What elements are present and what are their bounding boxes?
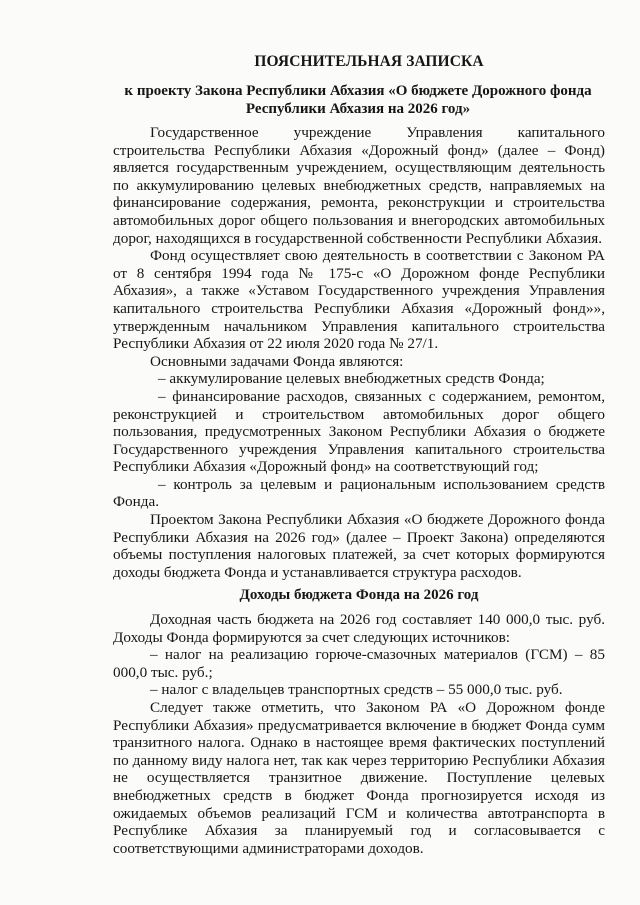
- subtitle-line-1: к проекту Закона Республики Абхазия «О бюджете Дорожного фонда: [124, 83, 592, 99]
- income-item-fuel-tax: – налог на реализацию горюче-смазочных материалов (ГСМ) – 85 000,0 тыс. руб.;: [113, 646, 605, 681]
- paragraph-tasks-heading: Основными задачами Фонда являются:: [150, 352, 404, 370]
- paragraph-legal-basis: Фонд осуществляет свою деятельность в соответствии с Законом РА от 8 сентября 1994 года № 175-с «О Дорожном фонде Республики Абхазия», а также «Уставом Государственного учреждения Управления капитального строительства Республики Абхазия «Дорожный фонд»», утвержденным начальником Управления капитального строительства Республики Абхазия от 22 июля 2020 года № 27/1.: [113, 247, 605, 353]
- document-subtitle: [108, 83, 608, 118]
- paragraph-income-total: Доходная часть бюджета на 2026 год составляет 140 000,0 тыс. руб. Доходы Фонда формируются за счет следующих источников:: [113, 611, 605, 646]
- income-item-vehicle-tax: – налог с владельцев транспортных средств – 55 000,0 тыс. руб.: [150, 681, 563, 699]
- document-title: ПОЯСНИТЕЛЬНАЯ ЗАПИСКА: [254, 53, 484, 70]
- task-item-2: – финансирование расходов, связанных с содержанием, ремонтом, реконструкцией и строительством автомобильных дорог общего пользования, предусмотренных Законом Республики Абхазия о бюджете Государственного учреждения Управления капитального строительства Республики Абхазия «Дорожный фонд» на соответствующий год;: [113, 387, 605, 476]
- document-body: [113, 124, 605, 857]
- paragraph-transit-tax: Следует также отметить, что Законом РА «О Дорожном фонде Республики Абхазия» предусматривается включение в бюджет Фонда сумм транзитного налога. Однако в настоящее время фактических поступлений по данному виду налога нет, так как через территорию Республики Абхазия не осуществляется транзитное движение. Поступление целевых внебюджетных средств в бюджет Фонда прогнозируется исходя из ожидаемых объемов реализаций ГСМ и количества автотранспорта в Республике Абхазия за планируемый год и согласовывается с соответствующими администраторами доходов.: [113, 699, 605, 857]
- task-item-1: – аккумулирование целевых внебюджетных средств Фонда;: [158, 370, 545, 388]
- section-heading-income: Доходы бюджета Фонда на 2026 год: [239, 587, 479, 604]
- paragraph-project-law: Проектом Закона Республики Абхазия «О бюджете Дорожного фонда Республики Абхазия на 2026 год» (далее – Проект Закона) определяются объемы поступления налоговых платежей, за счет которых формируются доходы бюджета Фонда и устанавливается структура расходов.: [113, 511, 605, 581]
- task-item-3: – контроль за целевым и рациональным использованием средств Фонда.: [113, 475, 605, 511]
- paragraph-intro: Государственное учреждение Управления капитального строительства Республики Абхазия «Дорожный фонд» (далее – Фонд) является государственным учреждением, осуществляющим деятельность по аккумулированию целевых внебюджетных средств, направляемых на финансирование содержания, ремонта, реконструкции и строительства автомобильных дорог общего пользования и внегородских автомобильных дорог, находящихся в государственной собственности Республики Абхазия.: [113, 124, 605, 247]
- subtitle-line-2: Республики Абхазия на 2026 год»: [245, 100, 471, 117]
